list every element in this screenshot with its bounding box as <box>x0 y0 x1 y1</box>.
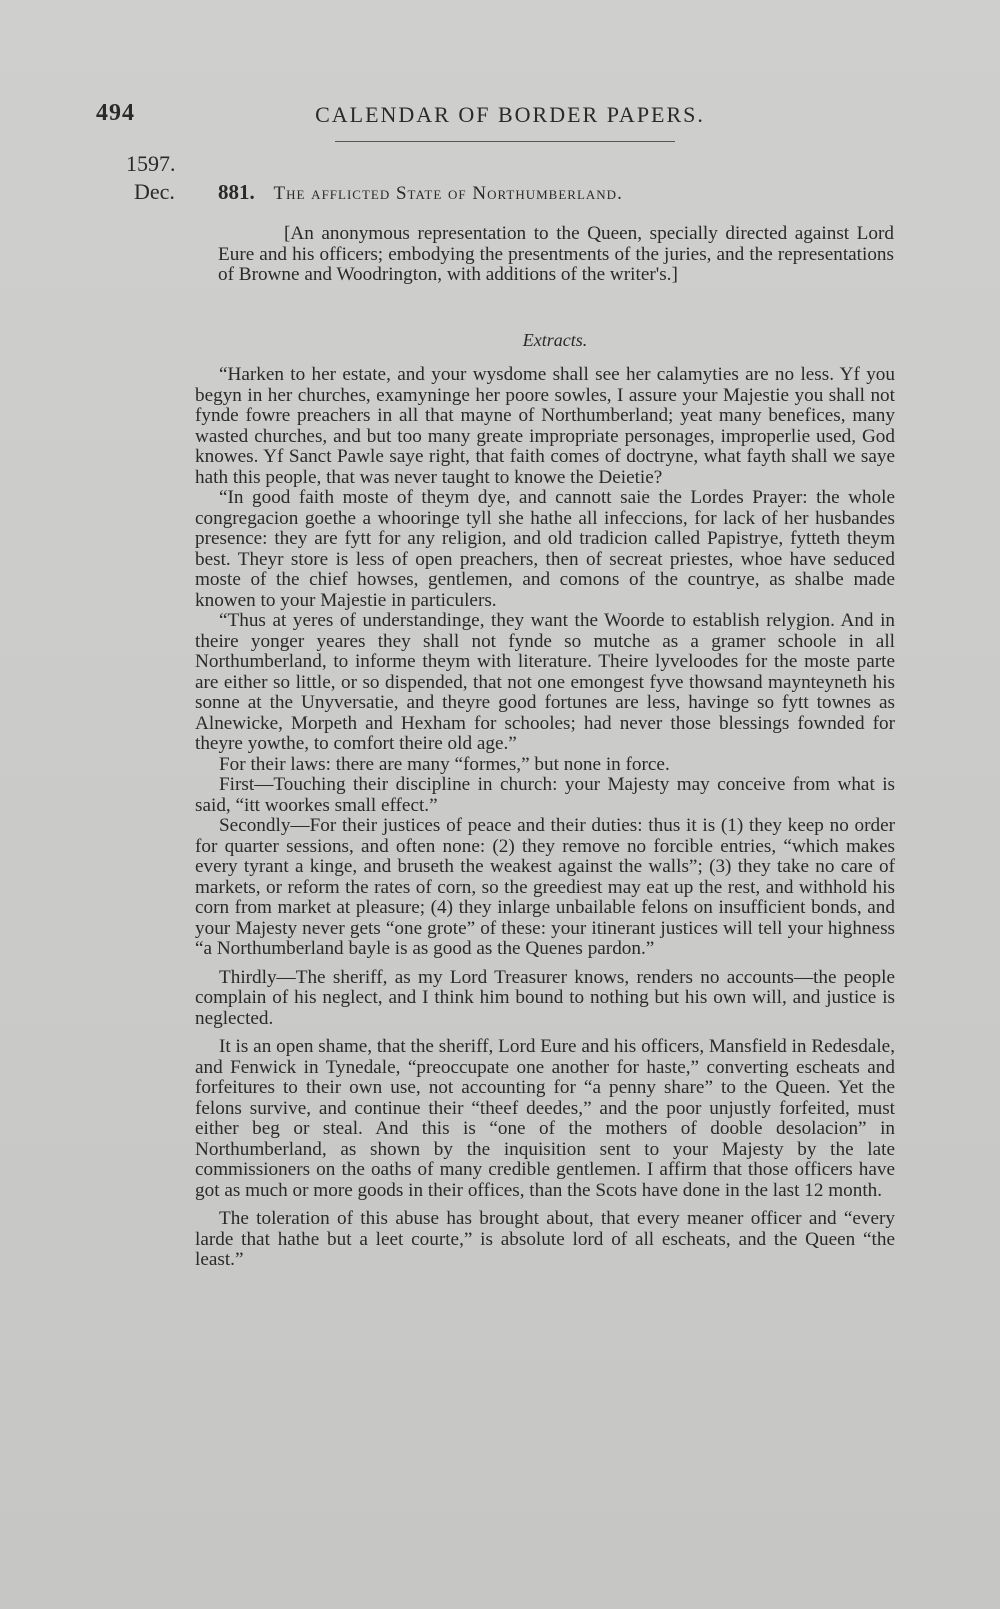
margin-year: 1597. <box>126 151 176 176</box>
body-text <box>195 365 895 1271</box>
entry-summary <box>218 224 894 286</box>
paragraph-3: “Thus at yeres of understandinge, they want the Woorde to establish relygion. And in theire yonger yeares they shall not fynde so mutche as a gramer schoole in all Northumberland, to informe theym with literature. Theire lyveloodes for the moste parte are either so little, or so dispended, that not one emongest fyve thowsand maynteyneth his sonne at the Unyversatie, and theyre good fortunes are less, havinge so fytt townes as Alnewicke, Morpeth and Hexham for schooles; had never those blessings fownded for theyre yowthe, to comfort theire old age.” <box>195 610 895 754</box>
margin-month: Dec. <box>134 179 175 204</box>
page-header <box>0 100 1000 136</box>
page-number: 494 <box>96 100 135 126</box>
entry-heading <box>218 180 898 205</box>
paragraph-6: Secondly—For their justices of peace and their duties: thus it is (1) they keep no order for quarter sessions, and often none: (2) they remove no forcible entries, “which makes every tyrant a kinge, and bruseth the weakest against the walls”; (3) they take no care of markets, or reform the rates of corn, so the greediest may eat up the rest, and withhold his corn from market at pleasure; (4) they inlarge unbailable felons on insufficient bonds, and your Majesty never gets “one grote” of these: your itinerant justices will tell your highness “a Northumberland bayle is as good as the Quenes pardon.” <box>195 815 895 959</box>
paragraph-4: For their laws: there are many “formes,” but none in force. <box>219 753 670 775</box>
margin-date <box>126 150 176 206</box>
paragraph-7: Thirdly—The sheriff, as my Lord Treasurer knows, renders no accounts—the people complain of his neglect, and I think him bound to nothing but his own will, and justice is neglected. <box>195 966 895 1029</box>
entry-title: The afflicted State of Northumberland. <box>273 183 623 204</box>
paragraph-9: The toleration of this abuse has brought about, that every meaner officer and “every larde that hathe but a leet courte,” is absolute lord of all escheats, and the Queen “the least.” <box>195 1208 895 1270</box>
entry-number: 881. <box>218 180 255 204</box>
paragraph-1: “Harken to her estate, and your wysdome shall see her calamyties are no less. Yf you begyn in her churches, examyninge her poore sowles, I assure your Majestie you shall not fynde fowre preachers in all that mayne of Northumberland; yeat many benefices, many wasted churches, and but too many greate impropriate personages, improperlie used, God knowes. Yf Sanct Pawle saye right, that faith comes of doctryne, what fayth shall we saye hath this people, that was never taught to knowe the Deietie? <box>195 364 895 488</box>
paragraph-5: First—Touching their discipline in church: your Majesty may conceive from what is said, “itt woorkes small effect.” <box>195 774 895 816</box>
extracts-label: Extracts. <box>522 330 588 350</box>
running-title: CALENDAR OF BORDER PAPERS. <box>315 102 705 127</box>
header-rule <box>335 141 675 142</box>
paragraph-2: “In good faith moste of theym dye, and cannott saie the Lordes Prayer: the whole congregacion goethe a whooringe tyll she hathe all infeccions, for lack of her husbandes presence: they are fytt for any religion, and old tradicion called Papistrye, fytteth theym best. Theyr store is less of open preachers, then of secreat priestes, whoe have seduced moste of the chief howses, gentlemen, and comons of the countrye, as shalbe made knowen to your Majestie in particulers. <box>195 487 895 611</box>
paragraph-8: It is an open shame, that the sheriff, Lord Eure and his officers, Mansfield in Redesdale, and Fenwick in Tynedale, “preoccupate one another for haste,” converting escheats and forfeitures to their own use, not accounting for “a penny share” to the Queen. Yet the felons survive, and continue their “theef deedes,” and the poor unjustly forfeited, must either beg or steal. And this is “one of the mothers of dooble desolacion” in Northumberland, as shown by the inquisition sent to your Majesty by the late commissioners on the oaths of many credible gentlemen. I affirm that those officers have got as much or more goods in their offices, than the Scots have done in the last 12 month. <box>195 1036 895 1201</box>
summary-paragraph: [An anonymous representation to the Queen, specially directed against Lord Eure and his officers; embodying the presentments of the juries, and the representations of Browne and Woodrington, with additions of the writer's.] <box>218 223 894 285</box>
